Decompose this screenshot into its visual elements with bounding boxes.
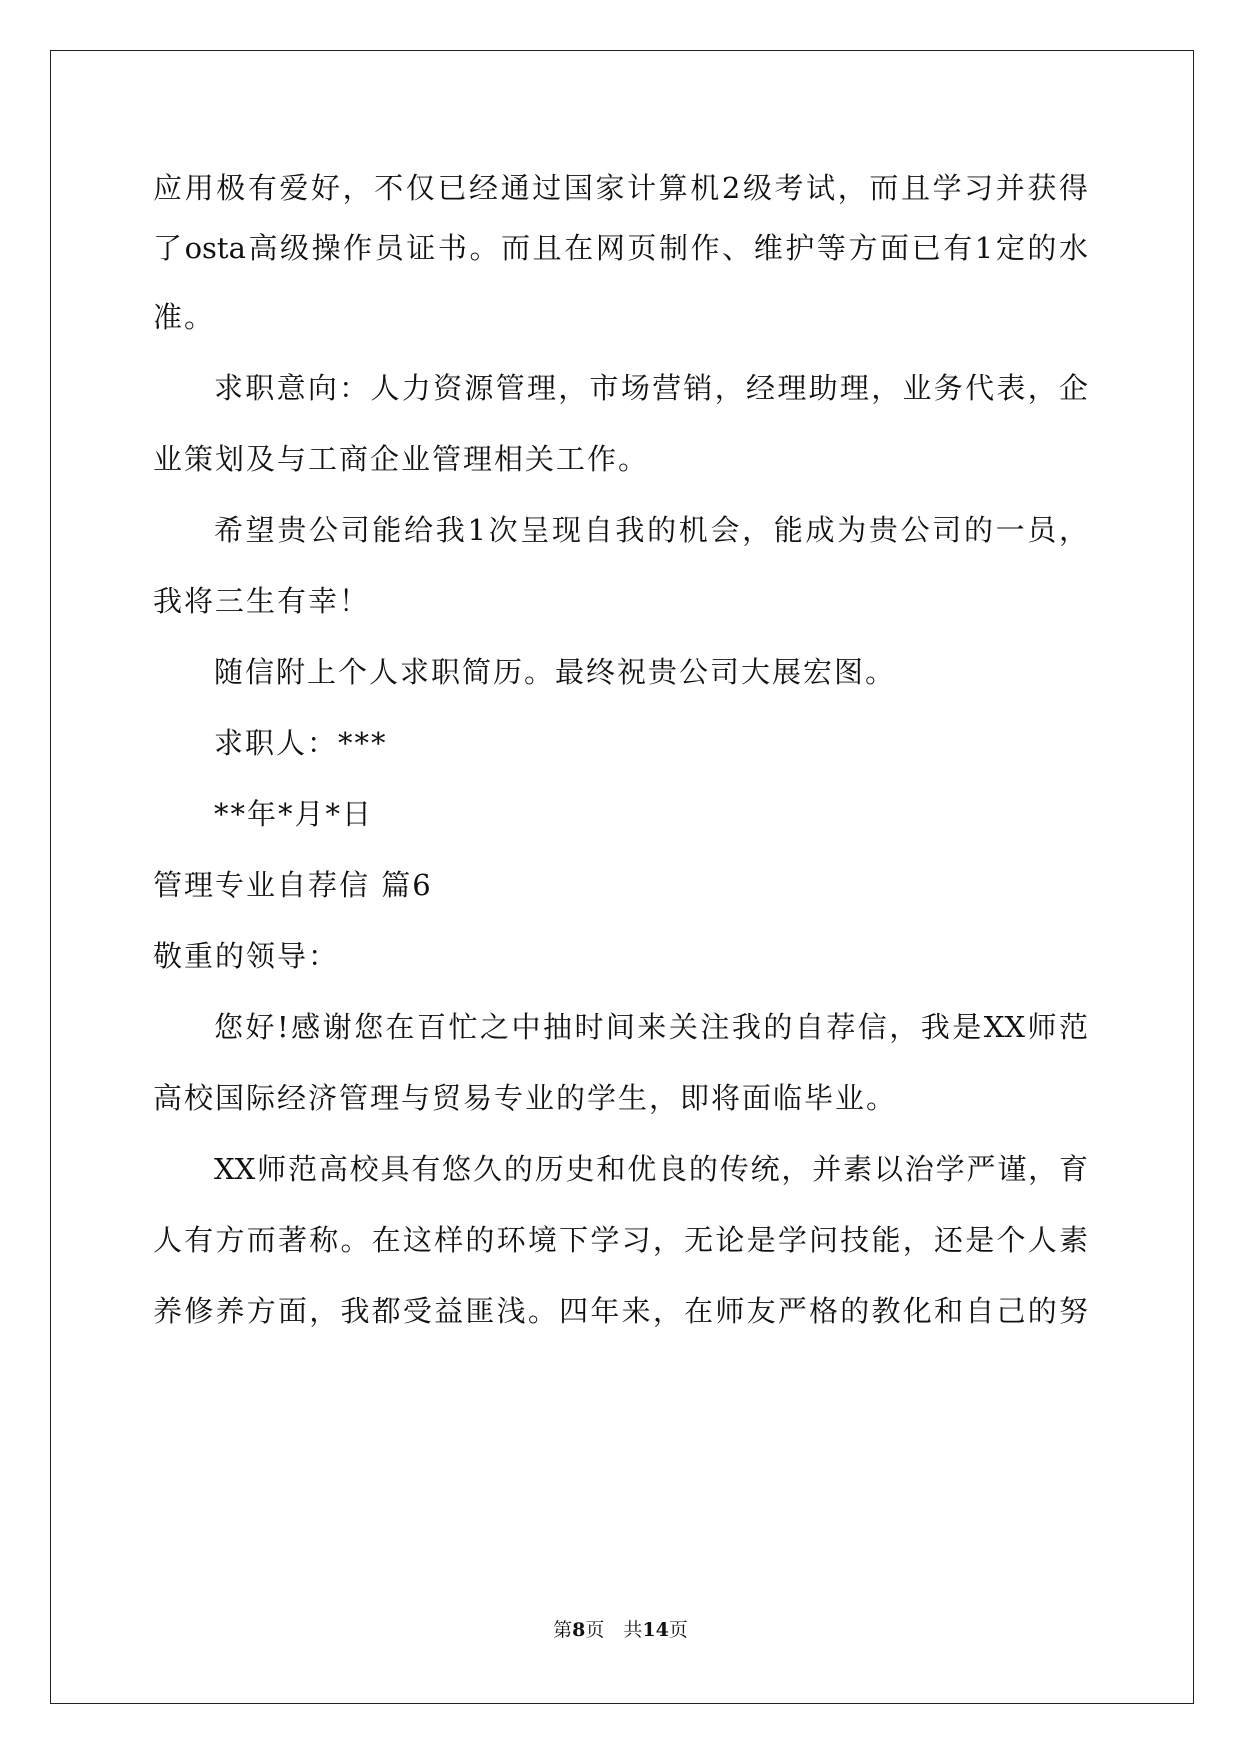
- text-line: 高校国际经济管理与贸易专业的学生，即将面临毕业。: [153, 1081, 898, 1115]
- text-line: 我将三生有幸！: [153, 584, 371, 618]
- text-line: **年*月*日: [214, 797, 374, 831]
- footer-prefix: 第: [553, 1619, 573, 1641]
- text-line: 了osta高级操作员证书。而且在网页制作、维护等方面已有1定的水: [153, 231, 1088, 265]
- text-line: 求职人：***: [214, 726, 388, 760]
- footer-middle: 页 共: [585, 1619, 643, 1641]
- text-line: 您好!感谢您在百忙之中抽时间来关注我的自荐信，我是XX师范: [214, 1010, 1088, 1044]
- total-page-count: 14: [642, 1619, 669, 1641]
- text-line: XX师范高校具有悠久的历史和优良的传统，并素以治学严谨，育: [214, 1152, 1088, 1186]
- text-line: 准。: [153, 300, 216, 334]
- text-line: 应用极有爱好，不仅已经通过国家计算机2级考试，而且学习并获得: [153, 171, 1088, 205]
- page-footer: [0, 1618, 1241, 1642]
- text-line: 随信附上个人求职简历。最终祝贵公司大展宏图。: [214, 655, 897, 689]
- text-line: 希望贵公司能给我1次呈现自我的机会，能成为贵公司的一员，: [214, 513, 1088, 547]
- section-heading: 管理专业自荐信 篇6: [153, 868, 433, 902]
- current-page-number: 8: [572, 1619, 586, 1641]
- text-line: 人有方而著称。在这样的环境下学习，无论是学问技能，还是个人素: [153, 1223, 1088, 1257]
- text-line: 求职意向：人力资源管理，市场营销，经理助理，业务代表，企: [214, 371, 1088, 405]
- footer-suffix: 页: [668, 1619, 688, 1641]
- salutation: 敬重的领导：: [153, 939, 340, 973]
- text-line: 业策划及与工商企业管理相关工作。: [153, 442, 650, 476]
- text-line: 养修养方面，我都受益匪浅。四年来，在师友严格的教化和自己的努: [153, 1294, 1088, 1328]
